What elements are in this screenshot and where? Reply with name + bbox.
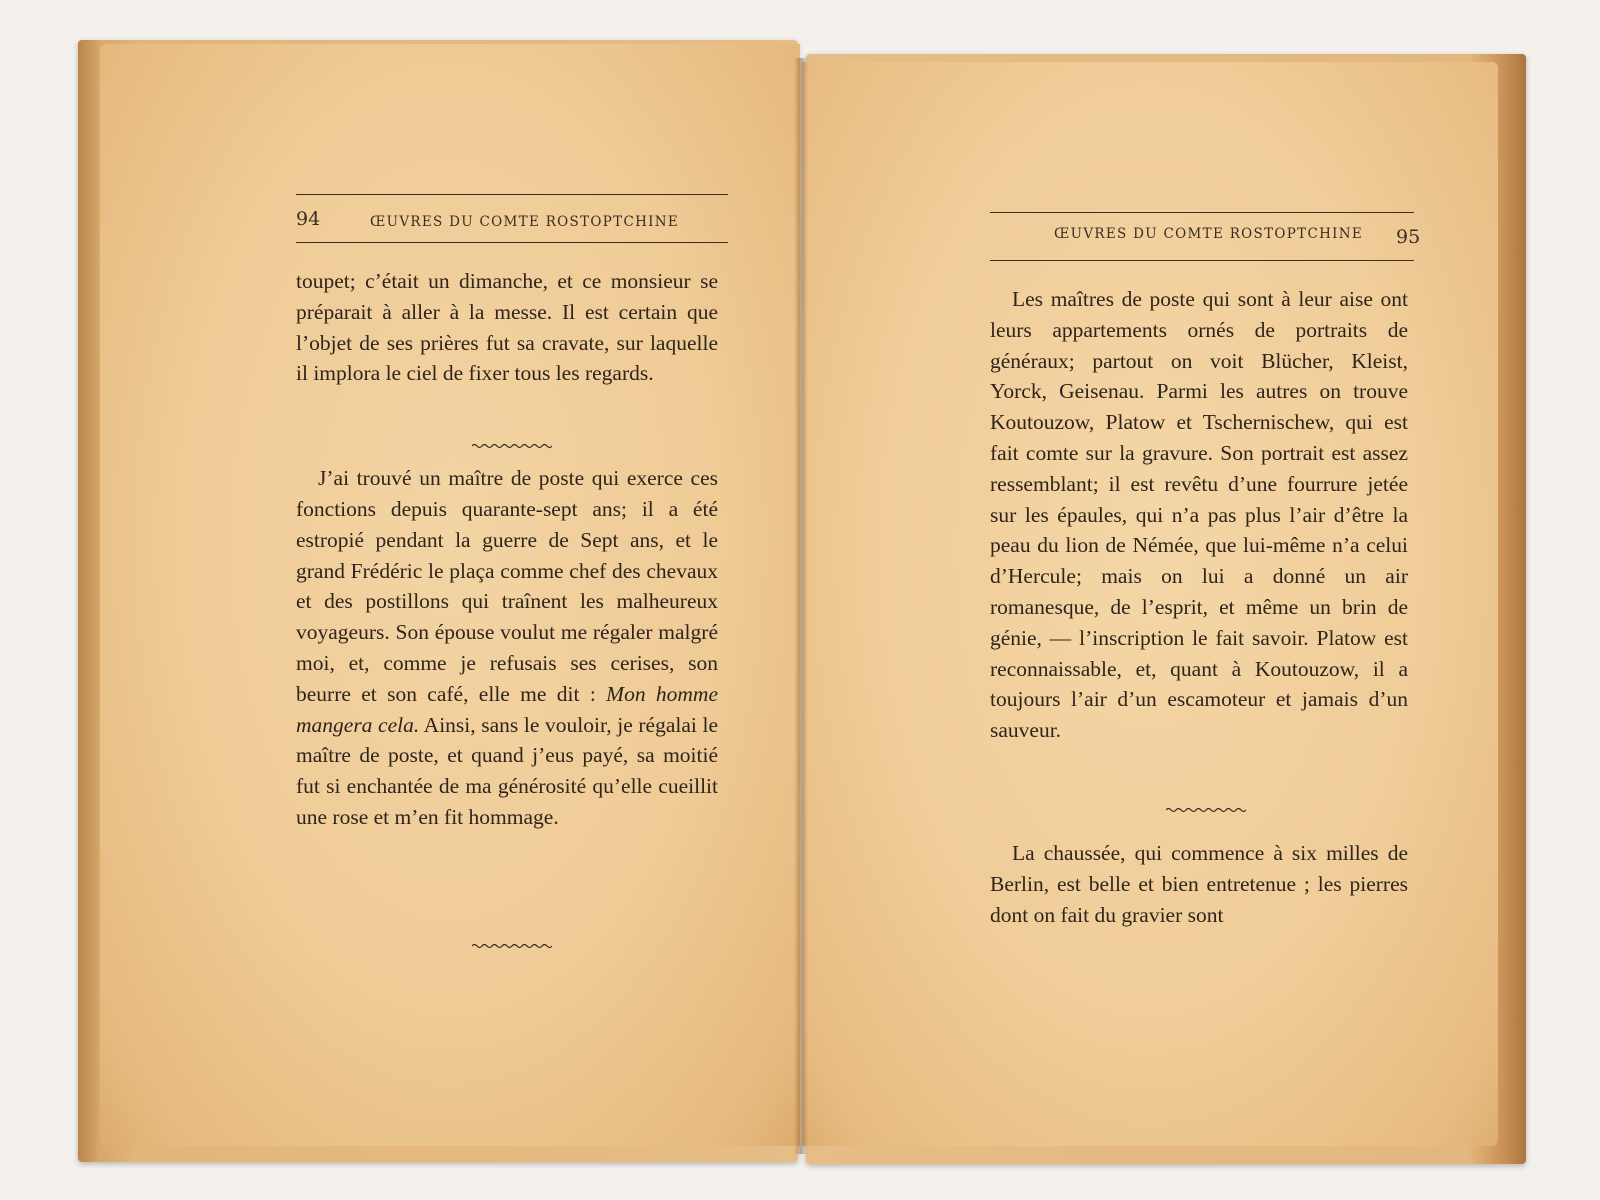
- page-number: 95: [1396, 226, 1421, 248]
- section-ornament: [472, 942, 552, 950]
- left-page: [100, 44, 800, 1146]
- paragraph: La chaussée, qui commence à six milles de Berlin, est belle et bien entretenue ; les pierres dont on fait du gravier sont: [990, 840, 1408, 927]
- section-ornament: [472, 442, 552, 450]
- paragraph-text: Ainsi, sans le vouloir, je régalai le maître de poste, et quand j’eus payé, sa moitié fut si enchantée de ma générosité qu’elle cueillit une rose et m’en fit hommage.: [296, 712, 718, 829]
- running-title: ŒUVRES DU COMTE ROSTOPTCHINE: [370, 214, 680, 230]
- header-top-rule: [990, 212, 1414, 213]
- paragraph: toupet; c’était un dimanche, et ce monsieur se préparait à aller à la messe. Il est certain que l’objet de ses prières fut sa cravate, sur laquelle il implora le ciel de fixer tous les regards.: [296, 269, 718, 386]
- header-bottom-rule: [296, 242, 728, 243]
- section-ornament: [1166, 806, 1246, 814]
- right-page-text: [990, 284, 1408, 930]
- page-number: 94: [296, 208, 321, 230]
- paragraph: Les maîtres de poste qui sont à leur aise ont leurs appartements ornés de portraits de généraux; partout on voit Blücher, Kleist, Yorck, Geisenau. Parmi les autres on trouve Koutouzow, Platow et Tschernischew, qui est fait comte sur la gravure. Son portrait est assez ressemblant; il est revêtu d’une fourrure jetée sur les épaules, qui n’a pas plus l’air d’être la peau du lion de Némée, que lui-même n’a celui d’Hercule; mais on lui a donné un air romanesque, de l’esprit, et même un brin de génie, — l’inscription le fait savoir. Platow est reconnaissable, et, quant à Koutouzow, il a toujours l’air d’un escamoteur et jamais d’un sauveur.: [990, 287, 1408, 743]
- right-page: [802, 62, 1498, 1146]
- paragraph-text: J’ai trouvé un maître de poste qui exerce ces fonctions depuis quarante-sept ans; il a été estropié pendant la guerre de Sept ans, et le grand Frédéric le plaça comme chef des chevaux et des postillons qui traînent les malheureux voyageurs. Son épouse voulut me régaler malgré moi, et, comme je refusais ses cerises, son beurre et son café, elle me dit :: [296, 466, 718, 706]
- header-top-rule: [296, 194, 728, 195]
- header-bottom-rule: [990, 260, 1414, 261]
- left-page-text: [296, 266, 718, 833]
- paragraph: [296, 463, 718, 833]
- italic-quote: Mon homme mangera cela.: [296, 681, 719, 737]
- book-gutter: [794, 58, 808, 1154]
- running-title: ŒUVRES DU COMTE ROSTOPTCHINE: [1054, 226, 1364, 242]
- open-book: [78, 34, 1526, 1174]
